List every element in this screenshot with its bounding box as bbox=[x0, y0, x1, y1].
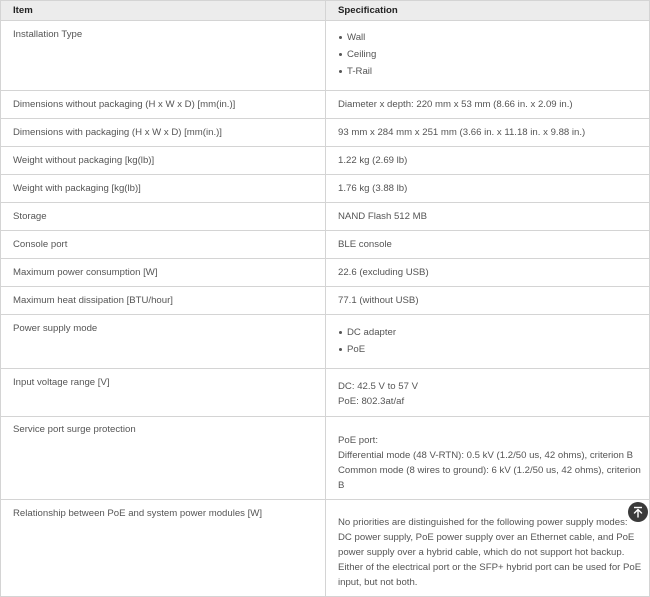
relationship-port-note: Either of the electrical port or the SFP+ hybrid port can be used for PoE input, but not both. bbox=[338, 562, 642, 588]
row-value bbox=[326, 315, 650, 369]
row-value: NAND Flash 512 MB bbox=[326, 203, 650, 231]
row-item-label: Maximum heat dissipation [BTU/hour] bbox=[1, 287, 326, 315]
header-item: Item bbox=[1, 1, 326, 21]
table-row bbox=[1, 147, 650, 175]
voltage-poe: PoE: 802.3at/af bbox=[338, 396, 405, 407]
table-row bbox=[1, 500, 650, 597]
relationship-priority-note: No priorities are distinguished for the following power supply modes: DC power supply, PoE power supply over an Ethernet cable, and PoE power supply over a hybrid cable, which do not support hot backup. bbox=[338, 517, 635, 558]
row-item-label: Relationship between PoE and system power modules [W] bbox=[1, 500, 326, 597]
back-to-top-button[interactable] bbox=[628, 502, 648, 522]
table-row bbox=[1, 259, 650, 287]
row-item-label: Maximum power consumption [W] bbox=[1, 259, 326, 287]
list-item: T-Rail bbox=[347, 63, 643, 80]
row-value: 1.22 kg (2.69 lb) bbox=[326, 147, 650, 175]
row-item-label: Input voltage range [V] bbox=[1, 369, 326, 417]
row-value: 1.76 kg (3.88 lb) bbox=[326, 175, 650, 203]
row-item-label: Dimensions without packaging (H x W x D) [mm(in.)] bbox=[1, 91, 326, 119]
table-row bbox=[1, 417, 650, 500]
row-value: 93 mm x 284 mm x 251 mm (3.66 in. x 11.18 in. x 9.88 in.) bbox=[326, 119, 650, 147]
row-value bbox=[326, 417, 650, 500]
row-item-label: Power supply mode bbox=[1, 315, 326, 369]
table-row bbox=[1, 119, 650, 147]
row-item-label: Dimensions with packaging (H x W x D) [mm(in.)] bbox=[1, 119, 326, 147]
row-item-label: Weight without packaging [kg(lb)] bbox=[1, 147, 326, 175]
surge-differential-mode: Differential mode (48 V-RTN): 0.5 kV (1.2/50 us, 42 ohms), criterion B bbox=[338, 450, 634, 461]
row-value: 77.1 (without USB) bbox=[326, 287, 650, 315]
table-row bbox=[1, 175, 650, 203]
power-supply-mode-list bbox=[338, 324, 643, 358]
header-specification: Specification bbox=[326, 1, 650, 21]
row-value bbox=[326, 369, 650, 417]
row-value bbox=[326, 500, 650, 597]
row-value: 22.6 (excluding USB) bbox=[326, 259, 650, 287]
table-row bbox=[1, 91, 650, 119]
table-row bbox=[1, 21, 650, 91]
table-row bbox=[1, 315, 650, 369]
table-header-row bbox=[1, 1, 650, 21]
list-item: Ceiling bbox=[347, 46, 643, 63]
row-item-label: Weight with packaging [kg(lb)] bbox=[1, 175, 326, 203]
list-item: Wall bbox=[347, 29, 643, 46]
list-item: PoE bbox=[347, 341, 643, 358]
row-value: Diameter x depth: 220 mm x 53 mm (8.66 in. x 2.09 in.) bbox=[326, 91, 650, 119]
surge-poe-port: PoE port: bbox=[338, 435, 378, 446]
installation-type-list bbox=[338, 29, 643, 80]
row-item-label: Installation Type bbox=[1, 21, 326, 91]
table-row bbox=[1, 203, 650, 231]
arrow-up-to-line-icon bbox=[632, 506, 644, 518]
row-item-label: Storage bbox=[1, 203, 326, 231]
row-value bbox=[326, 21, 650, 91]
table-row bbox=[1, 231, 650, 259]
surge-common-mode: Common mode (8 wires to ground): 6 kV (1.2/50 us, 42 ohms), criterion B bbox=[338, 465, 641, 491]
row-item-label: Service port surge protection bbox=[1, 417, 326, 500]
row-value: BLE console bbox=[326, 231, 650, 259]
row-item-label: Console port bbox=[1, 231, 326, 259]
voltage-dc: DC: 42.5 V to 57 V bbox=[338, 381, 418, 392]
table-row bbox=[1, 369, 650, 417]
list-item: DC adapter bbox=[347, 324, 643, 341]
table-row bbox=[1, 287, 650, 315]
